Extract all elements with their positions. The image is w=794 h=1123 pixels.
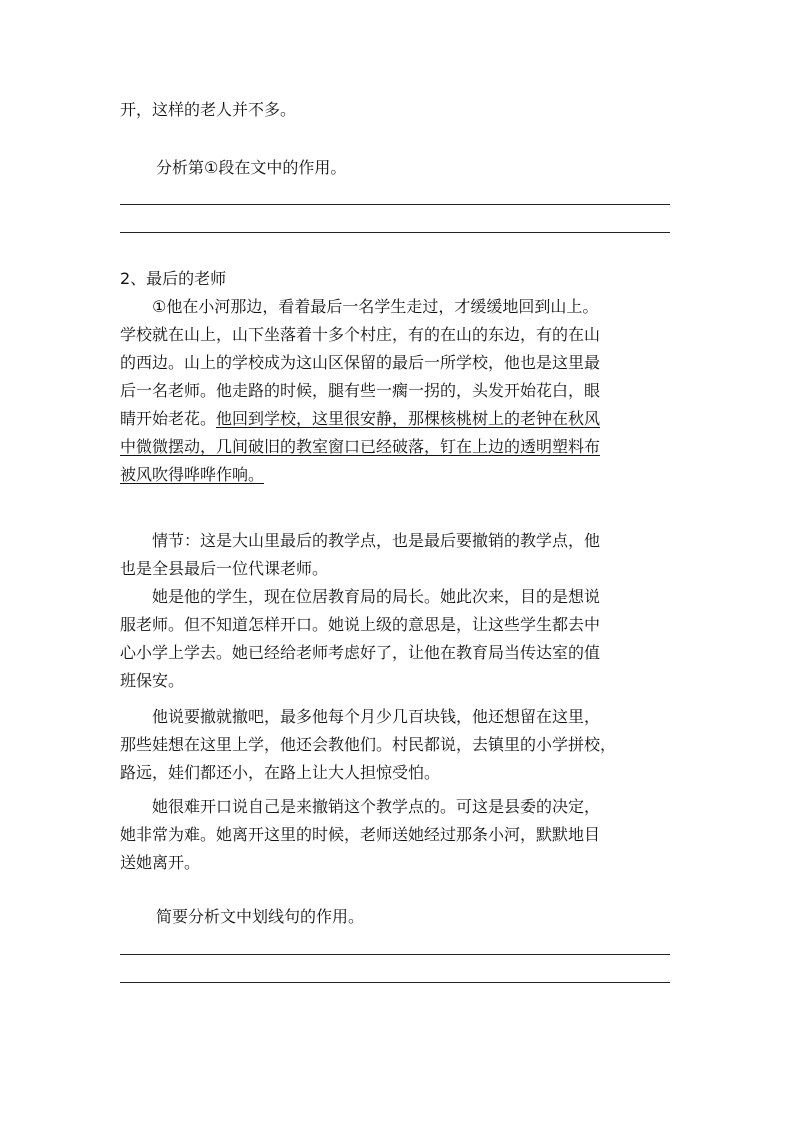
section-title: 2、最后的老师 <box>120 269 227 288</box>
underlined-sentence: 被风吹得哗哗作响。 <box>120 465 265 484</box>
text-line: ①他在小河那边，看着最后一名学生走过，才缓缓地回到山上。 <box>152 297 599 316</box>
text-line: 她是他的学生，现在位居教育局的局长。她此次来，目的是想说 <box>152 587 601 606</box>
text-line: 路远，娃们都还小，在路上让大人担惊受怕。 <box>120 763 441 782</box>
answer-line[interactable] <box>120 982 670 983</box>
text-line: 她非常为难。她离开这里的时候，老师送她经过那条小河，默默地目 <box>120 825 601 844</box>
text-line: 心小学上学去。她已经给老师考虑好了，让他在教育局当传达室的值 <box>120 643 601 662</box>
text-line: 的西边。山上的学校成为这山区保留的最后一所学校，他也是这里最 <box>120 353 601 372</box>
passage-paragraph-1 <box>120 293 680 489</box>
answer-line[interactable] <box>120 232 670 233</box>
passage-paragraph-4 <box>120 703 680 787</box>
text-line: 那些娃想在这里上学，他还会教他们。村民都说，去镇里的小学拼校， <box>120 735 617 754</box>
text-line: 情节：这是大山里最后的教学点，也是最后要撤销的教学点，他 <box>152 531 601 550</box>
answer-line[interactable] <box>120 204 670 205</box>
underlined-sentence: 中微微摆动，几间破旧的教室窗口已经破落，钉在上边的透明塑料布 <box>120 437 601 456</box>
text-line <box>120 405 680 433</box>
text-line: 后一名老师。他走路的时候，腿有些一瘸一拐的，头发开始花白，眼 <box>120 381 601 400</box>
text-segment: 睛开始老花。 <box>120 409 217 428</box>
answer-line[interactable] <box>120 954 670 955</box>
text-line: 学校就在山上，山下坐落着十多个村庄，有的在山的东边，有的在山 <box>120 325 601 344</box>
text-line: 他说要撤就撤吧，最多他每个月少几百块钱，他还想留在这里， <box>152 707 601 726</box>
passage-paragraph-2 <box>120 527 680 583</box>
text-line: 送她离开。 <box>120 853 201 872</box>
text-line: 也是全县最后一位代课老师。 <box>120 559 329 578</box>
question-1: 分析第①段在文中的作用。 <box>156 158 347 177</box>
question-2: 简要分析文中划线句的作用。 <box>156 907 365 926</box>
passage-paragraph-5 <box>120 793 680 877</box>
text-line: 她很难开口说自己是来撤销这个教学点的。可这是县委的决定， <box>152 797 601 816</box>
text-line: 服老师。但不知道怎样开口。她说上级的意思是，让这些学生都去中 <box>120 615 601 634</box>
text-line: 班保安。 <box>120 671 185 690</box>
passage-paragraph-3 <box>120 583 680 695</box>
underlined-sentence: 他回到学校，这里很安静，那棵核桃树上的老钟在秋风 <box>216 409 601 428</box>
text-fragment: 开，这样的老人并不多。 <box>120 100 297 119</box>
